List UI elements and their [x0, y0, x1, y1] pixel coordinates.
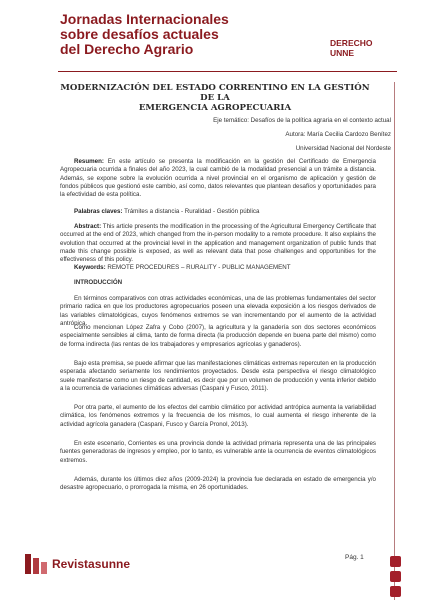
abstract-label: Abstract:: [74, 223, 102, 230]
palabras-text: Trámites a distancia - Ruralidad - Gestión pública: [124, 208, 260, 215]
body-paragraph: Como mencionan López Zafra y Cobo (2007), la agricultura y la ganadería son dos sectores económicos especialmente sensibles al clima, tanto de forma directa (la producción depende en buena parte del mismo) como de forma indirecta (las rentas de los trabajadores y empresarios agrícolas y ganaderos).: [60, 324, 376, 348]
faculty-label-line: DERECHO: [330, 38, 373, 48]
resumen-label: Resumen:: [74, 158, 104, 165]
square-icon: [390, 571, 401, 582]
body-paragraph: Por otra parte, el aumento de los efectos del cambio climático por actividad antrópica aumenta la variabilidad climática, los fenómenos extremos y la frecuencia de los mismos, lo cual aumenta el riesgo inherente de la actividad agrícola ganadera (Caspani, Fusco y García Pronol, 2013).: [60, 404, 376, 428]
journal-logo-text: Revistasunne: [52, 557, 131, 571]
abstract-text: This article presents the modification in the processing of the Agricultural Emergency Certificate that occurred at the end of 2023, which changed from the in-person modality to a remote procedure. It also explains the evolution that occurred at the provincial level in the application and management organization of public funds that made this change possible is exposed, as well as relevant data that pose challenges and opportunities for the effectiveness of this policy.: [60, 223, 376, 264]
side-divider: [394, 82, 395, 600]
author: Autora: María Cecilia Cardozo Benítez: [285, 131, 391, 138]
square-icon: [390, 556, 401, 567]
body-paragraph: Además, durante los últimos diez años (2009-2024) la provincia fue declarada en estado de emergencia y/o desastre agropecuario, o prorrogada la misma, en 26 oportunidades.: [60, 476, 376, 492]
conference-title: [60, 12, 320, 57]
header-divider: [58, 71, 397, 72]
article-title-line: MODERNIZACIÓN DEL ESTADO CORRENTINO EN LA GESTIÓN DE LA: [60, 83, 370, 103]
abstract-paragraph: [60, 223, 376, 264]
thematic-axis: Eje temático: Desafíos de la política agraria en el contexto actual: [213, 117, 391, 124]
palabras-claves: [60, 208, 376, 216]
keywords-text: REMOTE PROCEDURES – RURALITY - PUBLIC MANAGEMENT: [107, 264, 291, 271]
article-title: [60, 83, 370, 113]
conference-title-line: del Derecho Agrario: [60, 41, 194, 57]
faculty-label-line: UNNE: [330, 48, 355, 58]
conference-title-line: sobre desafíos actuales: [60, 26, 219, 42]
conference-title-line: Jornadas Internacionales: [60, 11, 229, 27]
side-icon-column: [387, 556, 403, 600]
intro-heading: INTRODUCCIÓN: [74, 279, 123, 286]
journal-logo-icon: [24, 552, 48, 576]
affiliation: Universidad Nacional del Nordeste: [295, 145, 391, 152]
keywords-label: Keywords:: [74, 264, 106, 271]
palabras-label: Palabras claves:: [74, 208, 123, 215]
resumen-text: En este artículo se presenta la modificación en la gestión del Certificado de Emergencia Agropecuaria ocurrida a finales del año 2023, la cual cambió de la modalidad presencial a un trámite a distancia. Además, se expone sobre la evolución ocurrida a nivel provincial en el organismo de aplicación y gestión de fondos públicos que gestionó este cambio, así como, datos relevantes que plantean desafíos y oportunidades para la efectividad de esta política.: [60, 158, 376, 199]
page-number: Pág. 1: [345, 554, 364, 561]
body-paragraph: En este escenario, Corrientes es una provincia donde la actividad primaria representa una de las principales fuentes generadoras de ingresos y empleo, por lo tanto, es vulnerable ante la ocurrencia de eventos climatológicos extremos.: [60, 440, 376, 464]
faculty-label: [330, 38, 373, 58]
body-paragraph: En términos comparativos con otras actividades económicas, una de las problemas fundamentales del sector primario radica en que los productores agropecuarios poseen una elevada exposición a los riesgos derivados de las variables climatológicas, cuyos fenómenos extremos se van incrementando por el aumento de la actividad antrópica.: [60, 295, 376, 327]
keywords: [60, 264, 376, 272]
square-icon: [390, 586, 401, 597]
resumen-paragraph: [60, 158, 376, 199]
body-paragraph: Bajo esta premisa, se puede afirmar que las manifestaciones climáticas extremas repercuten en la producción esperada afectando seriamente los rendimientos proyectados. Desde esta perspectiva el riesgo climatológico suele manifestarse como un riesgo de cantidad, es decir que por un volumen de producción y venta inferior debido a la ocurrencia de variaciones climáticas adversas (Caspani y Fusco, 2011).: [60, 360, 376, 392]
article-title-line: EMERGENCIA AGROPECUARIA: [138, 103, 292, 113]
